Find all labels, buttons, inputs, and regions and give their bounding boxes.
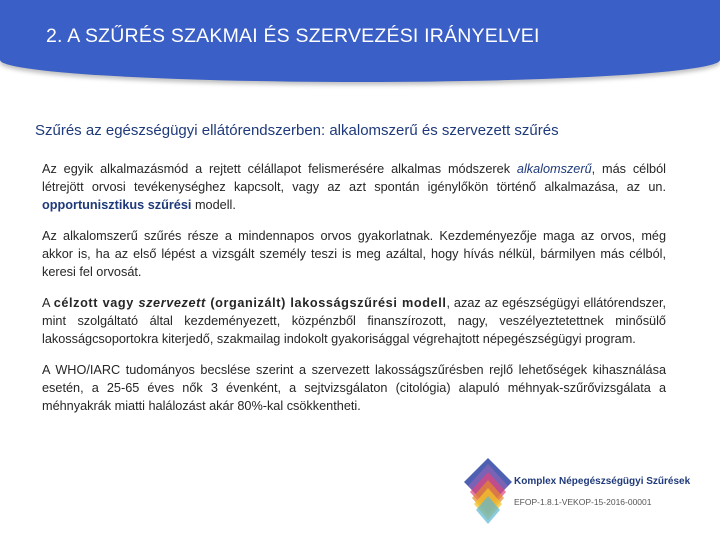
paragraph-organized-model	[42, 294, 666, 348]
p3-bold-2: (organizált) lakosságszűrési modell	[205, 296, 447, 310]
p2-text: Az alkalomszerű szűrés része a mindennapos orvos gyakorlatnak. Kezdeményezője maga az orvos, még akkor is, ha az első lépést a vizsgált személy teszi is meg azáltal, hogy hívás nélkül, bármilyen más célból, keresi fel orvosát.	[42, 229, 666, 279]
paragraph-daily-practice	[42, 227, 666, 281]
p1-emphasis: alkalomszerű	[516, 162, 592, 176]
p3-bold-1: célzott vagy	[53, 296, 139, 310]
logo-code: EFOP-1.8.1-VEKOP-15-2016-00001	[514, 497, 652, 507]
page-title: 2. A SZŰRÉS SZAKMAI ÉS SZERVEZÉSI IRÁNYELVEI	[46, 25, 540, 47]
p1-text-2: , más célból létrejött orvosi tevékenységhez kapcsolt, vagy az azt spontán igénylőkön történő alkalmazása, az un.	[42, 162, 666, 194]
paragraph-who-estimate	[42, 361, 666, 415]
program-logo	[462, 456, 720, 540]
section-subtitle: Szűrés az egészségügyi ellátórendszerben: alkalomszerű és szervezett szűrés	[35, 122, 559, 139]
p4-text: A WHO/IARC tudományos becslése szerint a szervezett lakosságszűrésben rejlő lehetőségek kihasználása esetén, a 25-65 éves nők 3 évenként, a sejtvizsgálaton (citológia) alapuló méhnyak-szűrővizsgálata a méhnyakrák miatti halálozást akár 80%-kal csökkentheti.	[42, 363, 666, 413]
header-banner	[0, 0, 720, 82]
p3-text-2: , azaz az egészségügyi ellátórendszer, mint szolgáltató által kezdeményezett, közpénzből finanszírozott, nagy, veszélyeztetettnek minősülő lakosságcsoportokra kiterjedő, szakmailag indokolt gyakorisággal végrehajtott népegészségügyi program.	[42, 296, 666, 346]
p1-text-3: modell.	[191, 198, 236, 212]
p1-text-1: Az egyik alkalmazásmód a rejtett célállapot felismerésére alkalmas módszerek	[42, 162, 517, 176]
paragraph-opportunistic	[42, 160, 666, 214]
diamond-logo-icon	[462, 456, 514, 540]
p3-text-1: A	[42, 296, 54, 310]
content-body	[42, 160, 666, 428]
p1-bold-term: opportunisztikus szűrési	[42, 198, 192, 212]
logo-name: Komplex Népegészségügyi Szűrések	[514, 476, 691, 487]
p3-bold-italic: szervezett	[138, 296, 206, 310]
